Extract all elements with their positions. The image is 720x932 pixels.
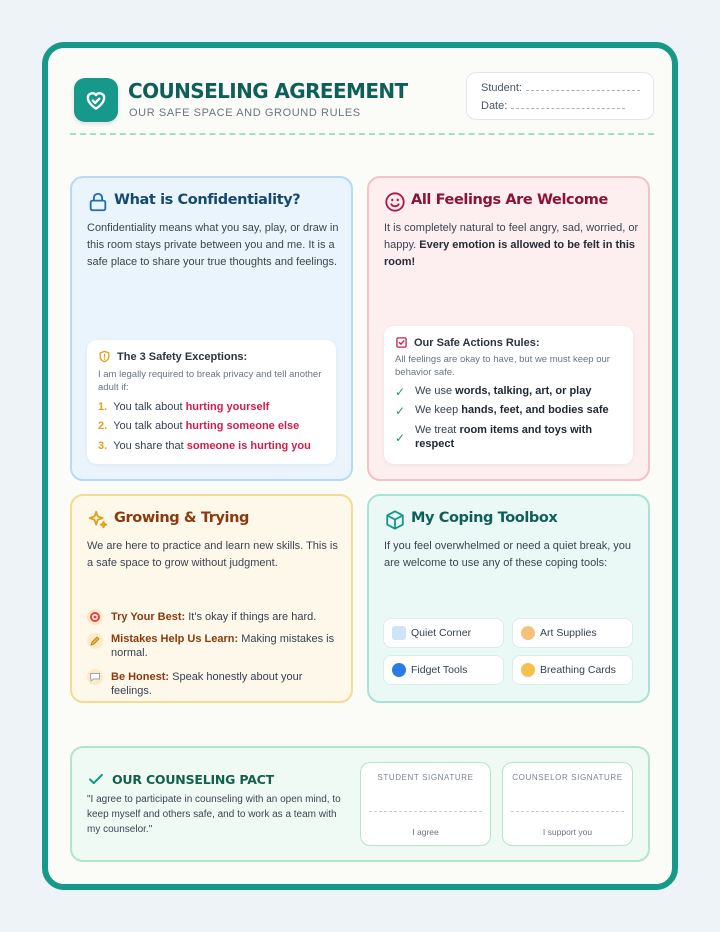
checkbox-icon — [395, 336, 408, 349]
exception-item: 1. You talk about hurting yourself — [98, 401, 270, 413]
palette-icon — [521, 626, 535, 640]
page-subtitle: OUR SAFE SPACE AND GROUND RULES — [129, 107, 361, 119]
student-field[interactable] — [481, 81, 640, 94]
exception-item: 2. You talk about hurting someone else — [98, 420, 300, 432]
signature-line — [369, 811, 482, 812]
student-info-box — [466, 72, 654, 120]
growing-body: We are here to practice and learn new skills. This is a safe space to grow without judgment. — [87, 540, 338, 569]
heart-handshake-icon — [74, 78, 118, 122]
toolbox-body: If you feel overwhelmed or need a quiet break, you are welcome to use any of these coping tools: — [384, 540, 632, 569]
safe-actions-heading — [395, 337, 540, 349]
exception-item: 3. You share that someone is hurting you — [98, 440, 311, 452]
student-signature-footer: I agree — [412, 827, 439, 837]
growing-title: Growing & Trying — [114, 510, 249, 526]
safe-rule-item: ✓ We treat room items and toys with respect — [395, 424, 593, 450]
growth-item: Be Honest: Speak honestly about your feelings. — [87, 670, 343, 698]
date-field[interactable] — [481, 99, 625, 112]
header — [70, 70, 650, 136]
couch-icon — [392, 626, 406, 640]
target-icon — [87, 609, 103, 625]
feelings-card — [367, 176, 650, 481]
safe-rule-item: ✓ We use words, talking, art, or play — [395, 385, 592, 399]
growth-item: Mistakes Help Us Learn: Making mistakes is normal. — [87, 632, 343, 660]
counselor-signature-box[interactable] — [502, 762, 633, 846]
safety-exceptions-box — [87, 340, 336, 464]
pencil-icon — [87, 633, 103, 649]
coping-toolbox-card — [367, 494, 650, 703]
speech-bubble-icon — [87, 669, 103, 685]
growing-card — [70, 494, 353, 703]
lock-icon — [87, 191, 109, 213]
checkmark-icon — [87, 770, 105, 788]
meditation-icon — [521, 663, 535, 677]
agreement-sheet — [42, 42, 678, 890]
spiral-icon — [392, 663, 406, 677]
growth-item: Try Your Best: It's okay if things are hard. — [87, 610, 343, 624]
exceptions-subtitle: I am legally required to break privacy and tell another adult if: — [98, 369, 322, 393]
page-title: COUNSELING AGREEMENT — [128, 79, 408, 103]
check-icon: ✓ — [395, 431, 406, 445]
check-icon: ✓ — [395, 404, 406, 418]
shield-alert-icon — [98, 350, 111, 363]
safe-actions-box — [384, 326, 633, 464]
safe-actions-title: Our Safe Actions Rules: — [414, 337, 540, 349]
exceptions-heading — [98, 351, 247, 363]
box-icon — [384, 509, 406, 531]
smile-icon — [384, 191, 406, 213]
toolbox-title: My Coping Toolbox — [411, 510, 558, 526]
safe-rule-item: ✓ We keep hands, feet, and bodies safe — [395, 404, 609, 418]
feelings-title: All Feelings Are Welcome — [411, 192, 608, 208]
counseling-pact-card — [70, 746, 650, 862]
confidentiality-body: Confidentiality means what you say, play, or draw in this room stays private between you and me. It is a safe place to share your true thoughts and feelings. — [87, 222, 339, 268]
feelings-body: It is completely natural to feel angry, sad, worried, or happy. Every emotion is allowed to be felt in this room! — [384, 222, 639, 268]
sparkles-icon — [87, 509, 109, 531]
tool-quiet-corner[interactable]: Quiet Corner — [383, 618, 504, 648]
pact-title: OUR COUNSELING PACT — [112, 772, 274, 787]
date-label: Date: — [481, 100, 508, 112]
exceptions-title: The 3 Safety Exceptions: — [117, 351, 248, 363]
student-label: Student: — [481, 82, 522, 94]
tool-breathing-cards[interactable]: Breathing Cards — [512, 655, 633, 685]
counselor-signature-footer: I support you — [542, 827, 593, 837]
student-signature-box[interactable] — [360, 762, 491, 846]
tool-fidget-tools[interactable]: Fidget Tools — [383, 655, 504, 685]
header-divider — [70, 133, 654, 135]
check-icon: ✓ — [395, 385, 406, 399]
tool-art-supplies[interactable]: Art Supplies — [512, 618, 633, 648]
safe-actions-subtitle: All feelings are okay to have, but we must keep our behavior safe. — [395, 354, 610, 378]
confidentiality-title: What is Confidentiality? — [114, 192, 301, 208]
signature-line — [511, 811, 624, 812]
confidentiality-card — [70, 176, 353, 481]
pact-statement: "I agree to participate in counseling with an open mind, to keep myself and others safe, and to work as a team with my counselor." — [87, 794, 341, 835]
counselor-signature-label: COUNSELOR SIGNATURE — [512, 773, 623, 782]
student-signature-label: STUDENT SIGNATURE — [377, 773, 474, 782]
